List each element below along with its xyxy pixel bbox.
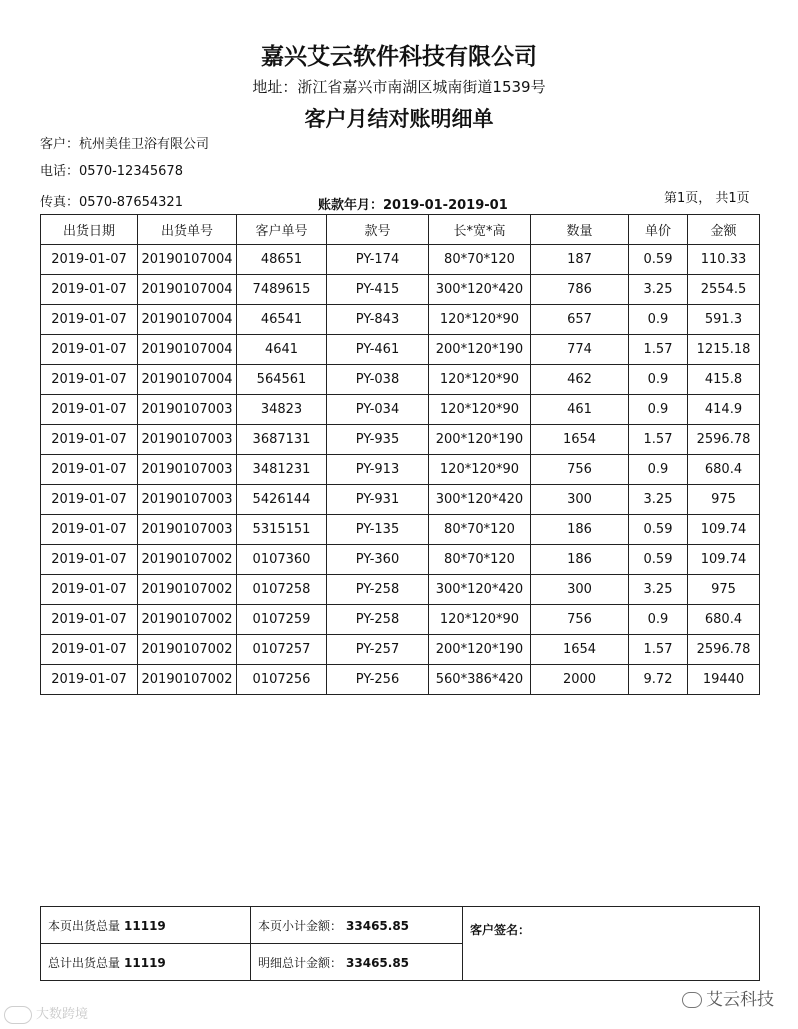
table-cell: 774 [531,335,629,365]
table-row [41,455,760,485]
period-label: 账款年月： [318,198,384,213]
table-cell: 120*120*90 [429,305,531,335]
table-cell: 0107256 [237,665,327,695]
table-cell: 2019-01-07 [41,395,138,425]
table-cell: 200*120*190 [429,635,531,665]
table-cell: 2019-01-07 [41,305,138,335]
column-header: 客户单号 [237,215,327,245]
table-cell: 20190107004 [138,305,237,335]
table-cell: 200*120*190 [429,425,531,455]
table-row [41,275,760,305]
column-header: 出货单号 [138,215,237,245]
company-address: 地址：浙江省嘉兴市南湖区城南街道1539号 [252,78,546,96]
table-cell: 0.9 [629,305,688,335]
table-cell: 20190107003 [138,395,237,425]
total-qty-label: 总计出货总量 [48,955,121,970]
table-cell: PY-360 [327,545,429,575]
table-cell: 564561 [237,365,327,395]
page-amount-cell [251,907,463,944]
table-cell: 2019-01-07 [41,455,138,485]
table-cell: 2019-01-07 [41,365,138,395]
page-qty-value: 11119 [124,918,166,933]
table-cell: 300*120*420 [429,575,531,605]
table-cell: PY-257 [327,635,429,665]
fax-label: 传真： [40,195,80,210]
table-row [41,395,760,425]
table-row [41,515,760,545]
table-row [41,605,760,635]
table-row [41,245,760,275]
column-header: 款号 [327,215,429,245]
table-cell: 2019-01-07 [41,485,138,515]
table-cell: 300*120*420 [429,485,531,515]
table-cell: 80*70*120 [429,515,531,545]
table-cell: PY-415 [327,275,429,305]
table-cell: 0.9 [629,455,688,485]
page-amount-label: 本页小计金额： [258,918,343,933]
table-cell: 0.59 [629,545,688,575]
table-cell: 2019-01-07 [41,275,138,305]
table-cell: PY-135 [327,515,429,545]
table-cell: 4641 [237,335,327,365]
table-cell: 2019-01-07 [41,605,138,635]
table-cell: 680.4 [688,455,760,485]
table-cell: PY-038 [327,365,429,395]
table-cell: 20190107003 [138,515,237,545]
table-cell: 80*70*120 [429,545,531,575]
table-cell: 300 [531,485,629,515]
table-row [41,485,760,515]
summary-table [40,906,760,981]
table-cell: 2019-01-07 [41,425,138,455]
table-cell: 120*120*90 [429,455,531,485]
page-qty-cell [41,907,251,944]
total-amount-label: 明细总计金额： [258,955,343,970]
table-cell: 975 [688,575,760,605]
customer-name: 杭州美佳卫浴有限公司 [79,137,210,152]
table-cell: 1.57 [629,425,688,455]
table-cell: 300 [531,575,629,605]
table-cell: 657 [531,305,629,335]
period-value: 2019-01-2019-01 [383,198,508,213]
table-cell: 5315151 [237,515,327,545]
total-qty-value: 11119 [124,955,166,970]
table-row [41,545,760,575]
watermark-right [682,985,774,1010]
table-cell: 20190107004 [138,335,237,365]
customer-info [40,133,209,152]
table-row [41,635,760,665]
table-cell: 120*120*90 [429,395,531,425]
table-cell: 5426144 [237,485,327,515]
table-cell: 9.72 [629,665,688,695]
watermark-logo-icon [4,1006,32,1024]
table-cell: 20190107002 [138,635,237,665]
table-cell: 187 [531,245,629,275]
table-cell: 461 [531,395,629,425]
table-cell: 975 [688,485,760,515]
phone-number: 0570-12345678 [79,164,183,179]
table-cell: 20190107002 [138,665,237,695]
table-cell: 20190107003 [138,455,237,485]
page-indicator: 第1页， 共1页 [664,191,750,206]
table-cell: 756 [531,455,629,485]
table-cell: 20190107003 [138,425,237,455]
table-cell: 2019-01-07 [41,635,138,665]
table-cell: 109.74 [688,515,760,545]
table-cell: 20190107004 [138,245,237,275]
page-qty-label: 本页出货总量 [48,918,121,933]
wechat-icon [682,992,702,1008]
table-cell: 186 [531,515,629,545]
table-cell: 20190107003 [138,485,237,515]
table-cell: PY-258 [327,575,429,605]
signature-cell [463,907,760,981]
table-cell: 3.25 [629,275,688,305]
table-cell: 20190107002 [138,545,237,575]
total-amount-value: 33465.85 [346,955,410,970]
watermark-left [4,1003,88,1024]
table-cell: 0107259 [237,605,327,635]
table-cell: PY-931 [327,485,429,515]
table-cell: 19440 [688,665,760,695]
table-cell: PY-843 [327,305,429,335]
table-cell: 34823 [237,395,327,425]
table-cell: 1215.18 [688,335,760,365]
table-row [41,365,760,395]
table-cell: 7489615 [237,275,327,305]
table-cell: 0.59 [629,245,688,275]
total-amount-cell [251,944,463,981]
table-cell: 786 [531,275,629,305]
table-cell: 48651 [237,245,327,275]
summary-row-page [41,907,760,944]
table-cell: PY-174 [327,245,429,275]
column-header: 金额 [688,215,760,245]
table-cell: 2019-01-07 [41,575,138,605]
table-row [41,305,760,335]
fax-info [40,191,183,210]
table-cell: 80*70*120 [429,245,531,275]
table-cell: 591.3 [688,305,760,335]
billing-period [318,194,508,213]
table-cell: 2019-01-07 [41,335,138,365]
table-cell: 1654 [531,635,629,665]
column-header: 数量 [531,215,629,245]
column-header: 出货日期 [41,215,138,245]
fax-number: 0570-87654321 [79,195,183,210]
table-cell: 20190107004 [138,365,237,395]
table-cell: 109.74 [688,545,760,575]
table-cell: 0.9 [629,605,688,635]
table-cell: 0.59 [629,515,688,545]
customer-label: 客户： [40,137,80,152]
table-cell: 20190107002 [138,605,237,635]
table-cell: 2019-01-07 [41,245,138,275]
table-cell: 2554.5 [688,275,760,305]
phone-label: 电话： [40,164,80,179]
table-cell: 200*120*190 [429,335,531,365]
table-cell: 300*120*420 [429,275,531,305]
signature-label: 客户签名： [470,923,531,937]
table-cell: PY-258 [327,605,429,635]
statement-table [40,214,760,695]
table-cell: 186 [531,545,629,575]
company-name: 嘉兴艾云软件科技有限公司 [261,44,537,70]
table-row [41,335,760,365]
table-cell: PY-935 [327,425,429,455]
table-cell: PY-461 [327,335,429,365]
watermark-left-text: 大数跨境 [36,1007,89,1022]
table-cell: 110.33 [688,245,760,275]
watermark-right-text: 艾云科技 [706,990,774,1010]
table-cell: 0107257 [237,635,327,665]
table-cell: 415.8 [688,365,760,395]
table-cell: PY-256 [327,665,429,695]
table-cell: 2596.78 [688,635,760,665]
table-cell: 2019-01-07 [41,545,138,575]
table-cell: 46541 [237,305,327,335]
table-cell: 0107258 [237,575,327,605]
table-cell: 2019-01-07 [41,665,138,695]
table-cell: 20190107002 [138,575,237,605]
table-cell: 0.9 [629,365,688,395]
table-cell: 680.4 [688,605,760,635]
table-cell: 756 [531,605,629,635]
phone-info [40,160,183,179]
table-cell: 2000 [531,665,629,695]
table-cell: 462 [531,365,629,395]
table-cell: PY-913 [327,455,429,485]
column-header: 长*宽*高 [429,215,531,245]
total-qty-cell [41,944,251,981]
table-row [41,425,760,455]
table-cell: 414.9 [688,395,760,425]
table-cell: 2596.78 [688,425,760,455]
table-cell: 3.25 [629,485,688,515]
table-cell: 1.57 [629,335,688,365]
table-cell: 1.57 [629,635,688,665]
document-title: 客户月结对账明细单 [304,107,494,131]
table-row [41,665,760,695]
table-cell: 0.9 [629,395,688,425]
column-header: 单价 [629,215,688,245]
table-cell: 0107360 [237,545,327,575]
table-cell: 2019-01-07 [41,515,138,545]
page-amount-value: 33465.85 [346,918,410,933]
table-cell: 3.25 [629,575,688,605]
table-cell: 3687131 [237,425,327,455]
table-cell: 20190107004 [138,275,237,305]
table-cell: 560*386*420 [429,665,531,695]
table-cell: 120*120*90 [429,365,531,395]
table-cell: 1654 [531,425,629,455]
table-cell: 120*120*90 [429,605,531,635]
table-cell: 3481231 [237,455,327,485]
table-cell: PY-034 [327,395,429,425]
table-header-row [41,215,760,245]
table-row [41,575,760,605]
